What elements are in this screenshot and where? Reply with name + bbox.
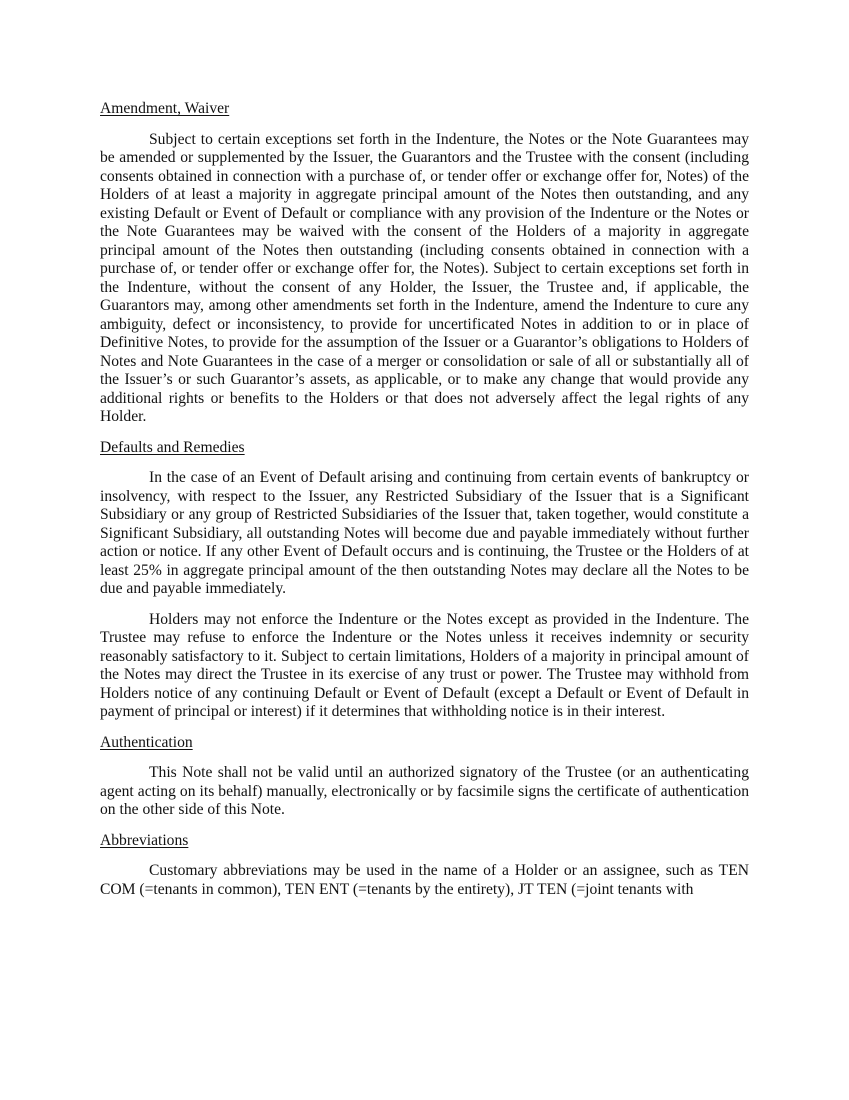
paragraph: This Note shall not be valid until an authorized signatory of the Trustee (or an authenticating agent acting on its behalf) manually, electronically or by facsimile signs the certificate of authentication on the other side of this Note.: [100, 764, 749, 818]
paragraph: Holders may not enforce the Indenture or the Notes except as provided in the Indenture. The Trustee may refuse to enforce the Indenture or the Notes unless it receives indemnity or security reasonably satisfactory to it. Subject to certain limitations, Holders of a majority in principal amount of the Notes may direct the Trustee in its exercise of any trust or power. The Trustee may withhold from Holders notice of any continuing Default or Event of Default (except a Default or Event of Default in payment of principal or interest) if it determines that withholding notice is in their interest.: [100, 610, 749, 720]
section-authentication: [100, 734, 749, 820]
paragraph: Subject to certain exceptions set forth in the Indenture, the Notes or the Note Guarantees may be amended or supplemented by the Issuer, the Guarantors and the Trustee with the consent (including consents obtained in connection with a purchase of, or tender offer or exchange offer for, Notes) of the Holders of at least a majority in aggregate principal amount of the Notes then outstanding, and any existing Default or Event of Default or compliance with any provision of the Indenture or the Notes or the Note Guarantees may be waived with the consent of the Holders of a majority in aggregate principal amount of the Notes then outstanding (including consents obtained in connection with a purchase of, or tender offer or exchange offer for, the Notes). Subject to certain exceptions set forth in the Indenture, without the consent of any Holder, the Issuer, the Trustee and, if applicable, the Guarantors may, among other amendments set forth in the Indenture, amend the Indenture to cure any ambiguity, defect or inconsistency, to provide for uncertificated Notes in addition to or in place of Definitive Notes, to provide for the assumption of the Issuer or a Guarantor’s obligations to Holders of Notes and Note Guarantees in the case of a merger or consolidation or sale of all or substantially all of the Issuer’s or such Guarantor’s assets, as applicable, or to make any change that would provide any additional rights or benefits to the Holders or that does not adversely affect the legal rights of any Holder.: [100, 130, 749, 425]
section-heading: Authentication: [100, 733, 193, 751]
paragraph: In the case of an Event of Default arising and continuing from certain events of bankruptcy or insolvency, with respect to the Issuer, any Restricted Subsidiary of the Issuer that is a Significant Subsidiary or any group of Restricted Subsidiaries of the Issuer that, taken together, would constitute a Significant Subsidiary, all outstanding Notes will become due and payable immediately without further action or notice. If any other Event of Default occurs and is continuing, the Trustee or the Holders of at least 25% in aggregate principal amount of the then outstanding Notes may declare all the Notes to be due and payable immediately.: [100, 469, 749, 597]
section-heading: Abbreviations: [100, 831, 189, 849]
section-amendment-waiver: [100, 100, 749, 427]
section-defaults-and-remedies: [100, 439, 749, 722]
section-heading: Amendment, Waiver: [100, 100, 230, 117]
paragraph: Customary abbreviations may be used in the name of a Holder or an assignee, such as TEN COM (=tenants in common), TEN ENT (=tenants by the entirety), JT TEN (=joint tenants with: [100, 862, 749, 898]
section-abbreviations: [100, 832, 749, 900]
section-heading: Defaults and Remedies: [100, 438, 245, 456]
